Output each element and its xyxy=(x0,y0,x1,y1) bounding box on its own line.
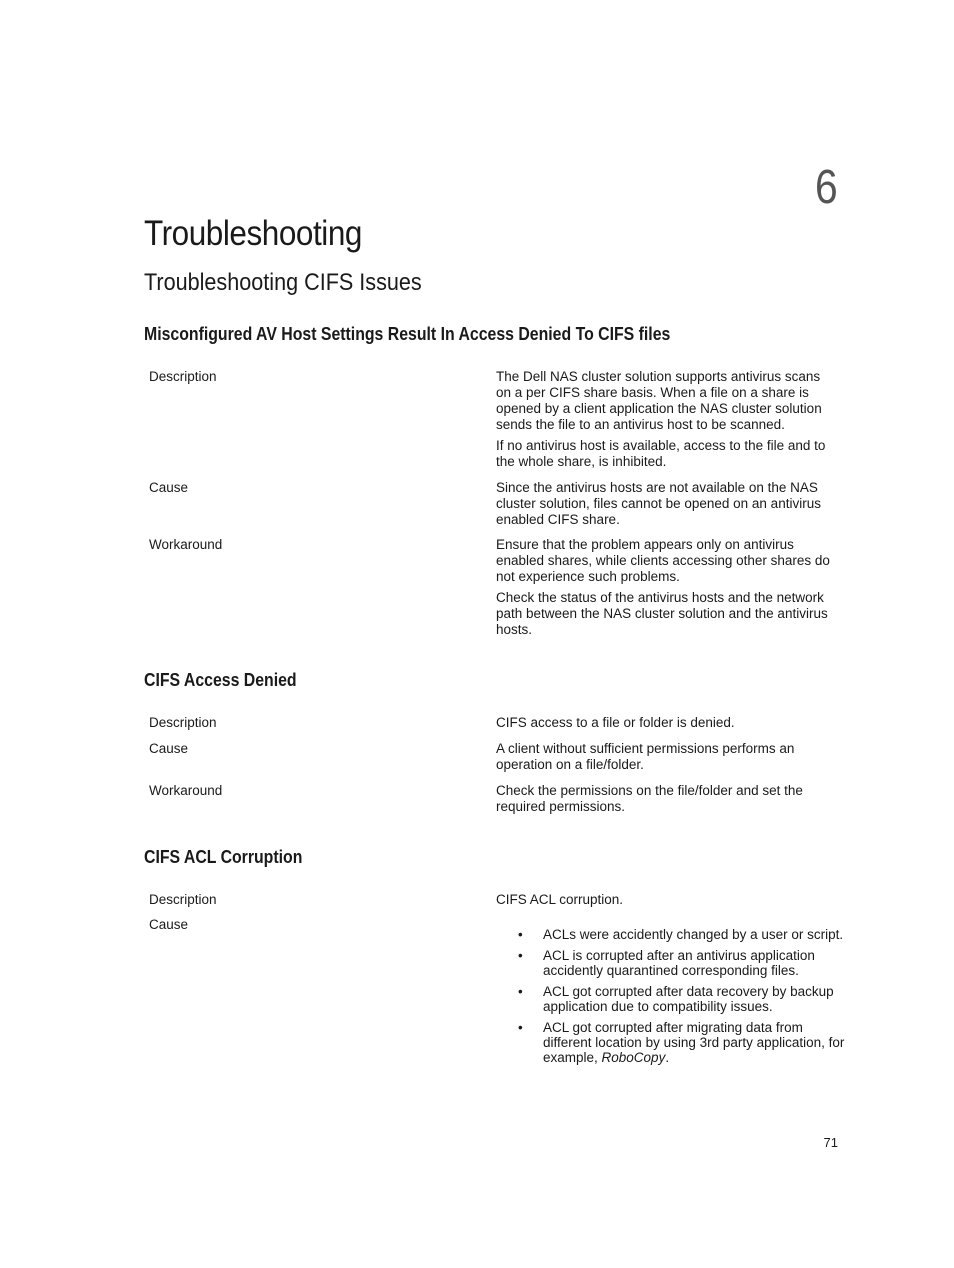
subsection-title-av-host: Misconfigured AV Host Settings Result In Access Denied To CIFS files xyxy=(144,324,671,344)
row-label: Description xyxy=(149,715,217,730)
list-item xyxy=(496,1020,846,1065)
row-label: Cause xyxy=(149,741,189,756)
row-value xyxy=(496,715,836,736)
emphasis-text: RoboCopy xyxy=(601,1050,666,1065)
row-label: Cause xyxy=(149,917,189,932)
bullet-list xyxy=(496,927,846,1065)
bullet-icon: • xyxy=(518,927,523,942)
row-value xyxy=(496,480,836,533)
paragraph: If no antivirus host is available, access to the file and to the whole share, is inhibited. xyxy=(496,438,826,469)
subsection-title-access-denied: CIFS Access Denied xyxy=(144,670,297,690)
list-item xyxy=(496,948,846,978)
list-item xyxy=(496,984,846,1014)
page-title: Troubleshooting xyxy=(144,214,362,253)
paragraph: Since the antivirus hosts are not available on the NAS cluster solution, files cannot be opened on an antivirus enabled CIFS share. xyxy=(496,480,821,527)
row-value xyxy=(496,537,836,643)
row-value xyxy=(496,741,836,778)
row-value xyxy=(496,927,846,1071)
bullet-icon: • xyxy=(518,984,523,999)
paragraph: CIFS ACL corruption. xyxy=(496,892,624,907)
list-item-tail: . xyxy=(665,1050,670,1065)
row-label: Description xyxy=(149,892,217,907)
chapter-number: 6 xyxy=(815,161,838,214)
list-item-text: ACLs were accidently changed by a user or script. xyxy=(543,927,844,942)
bullet-icon: • xyxy=(518,948,523,963)
paragraph: The Dell NAS cluster solution supports antivirus scans on a per CIFS share basis. When a file on a share is opened by a client application the NAS cluster solution sends the file to an antivirus host to be scanned. xyxy=(496,369,822,432)
row-value xyxy=(496,369,836,475)
row-label: Description xyxy=(149,369,217,384)
paragraph: Check the status of the antivirus hosts and the network path between the NAS cluster solution and the antivirus hosts. xyxy=(496,590,828,637)
list-item-text: ACL is corrupted after an antivirus application accidently quarantined corresponding files. xyxy=(543,948,815,978)
list-item-text: ACL got corrupted after migrating data from different location by using 3rd party application, for example, xyxy=(543,1020,845,1065)
paragraph: Ensure that the problem appears only on antivirus enabled shares, while clients accessing other shares do not experience such problems. xyxy=(496,537,830,584)
bullet-icon: • xyxy=(518,1020,523,1035)
row-value xyxy=(496,892,836,913)
paragraph: CIFS access to a file or folder is denied. xyxy=(496,715,735,730)
section-title: Troubleshooting CIFS Issues xyxy=(144,269,422,296)
row-value xyxy=(496,783,836,820)
paragraph: A client without sufficient permissions performs an operation on a file/folder. xyxy=(496,741,795,772)
list-item-text: ACL got corrupted after data recovery by backup application due to compatibility issues. xyxy=(543,984,834,1014)
list-item xyxy=(496,927,846,942)
row-label: Workaround xyxy=(149,783,223,798)
page-number: 71 xyxy=(823,1135,838,1150)
paragraph: Check the permissions on the file/folder and set the required permissions. xyxy=(496,783,803,814)
row-label: Workaround xyxy=(149,537,223,552)
subsection-title-acl-corruption: CIFS ACL Corruption xyxy=(144,847,303,867)
row-label: Cause xyxy=(149,480,189,495)
